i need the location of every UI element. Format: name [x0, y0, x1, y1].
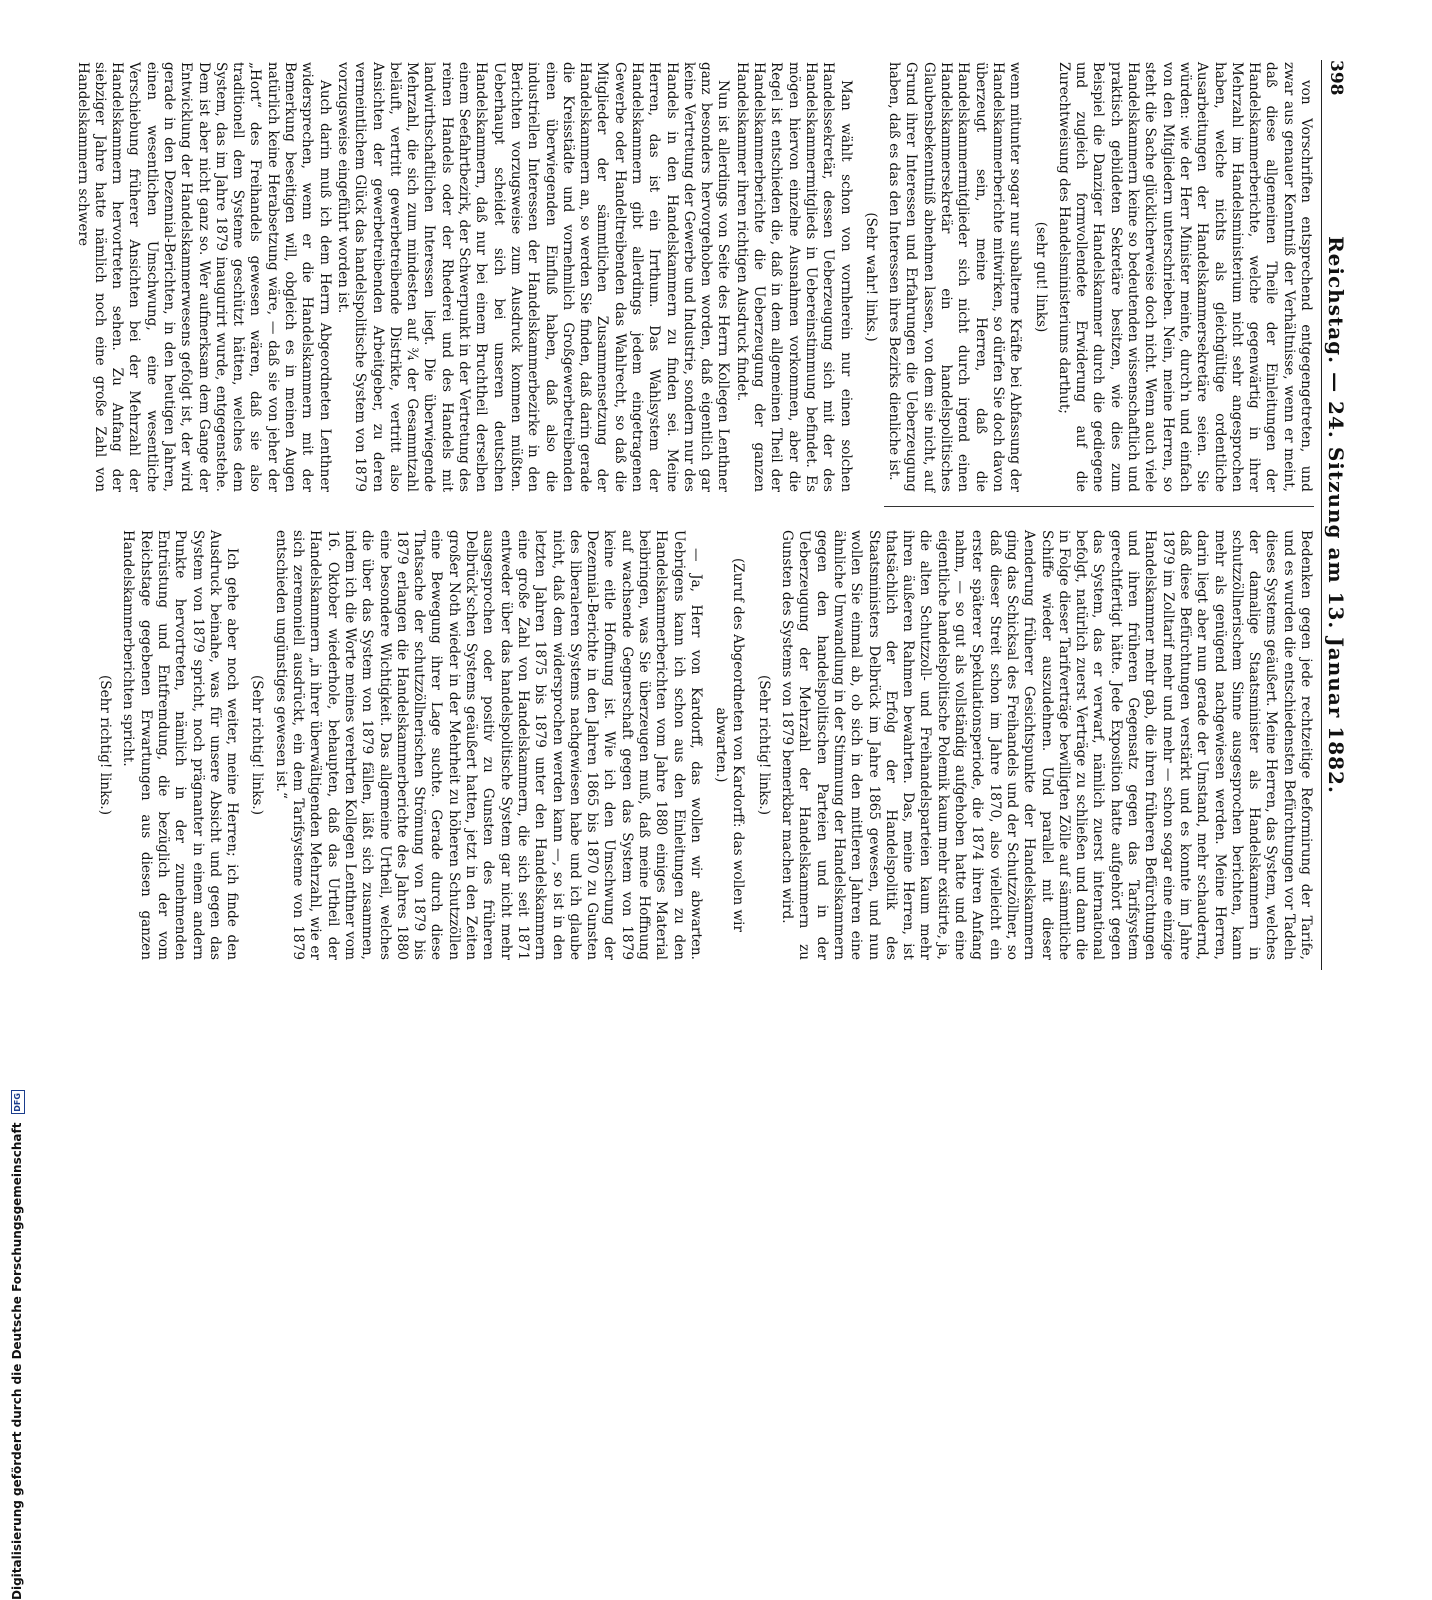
- interjection: (Sehr wahr! links.): [862, 212, 879, 342]
- interjection: (sehr gut! links): [1032, 221, 1049, 333]
- paragraph: Nun ist allerdings von Seite des Herrn Kollegen Lenthner ganz besonders hervorgehoben worden, daß eigentlich gar keine Vertretung der Gewerbe und Industrie, sondern nur des Handels in den Handelskammern zu finden sei. Meine Herren, das ist ein Irrthum. Das Wahlsystem der Handelskammern gibt allerdings jedem eingetragenen Gewerbe oder Handeltreibenden das Wahlrecht, so daß die Mitglieder der sämmtlichen Zusammensetzung der Handelskammern an, so werden Sie finden, daß darin gerade die Kreisstädte und vornehmlich Großgewerbetreibenden einen überwiegenden Einfluß haben, daß also die industriellen Interessen der Handelskammerbezirke in den Berichten vorzugsweise zum Ausdruck kommen müßten. Ueberhaupt scheidet sich bei unseren deutschen Handelskammern, daß nur bei einem Bruchtheil derselben einem Seefahrtbezirk, der Schwerpunkt in der Vertretung des reinen Handels oder der Rhederei und des Handels mit landwirthschaftlichen Interessen liegt. Die überwiegende Mehrzahl, die sich zum mindesten auf ¾ der Gesammtzahl beläuft, vertritt gewerbetreibende Distrikte, vertritt also Ansichten der gewerbetreibenden Arbeitgeber, zu deren vermeintlichem Glück das handelspolitische System von 1879 vorzugsweise eingeführt worden ist.: [334, 62, 732, 492]
- column-divider: [884, 506, 1314, 507]
- interjection: (Sehr richtig! links.): [249, 674, 266, 816]
- right-column: [88, 530, 1314, 960]
- interjection: (Zuruf des Abgeordneten von Kardorff: das wollen wir abwarten.): [713, 557, 747, 933]
- paragraph: Man wählt schon von vornherein nur einen solchen Handelssekretär, dessen Ueberzeugung sich mit der des Handelskammermitglieds in Uebereinstimmung befindet. Es mögen hiervon einzelne Ausnahmen vorkommen, aber die Regel ist entschieden die, daß in dem allgemeinen Theil der Handelskammerberichte die Ueberzeugung der ganzen Handelskammer ihren richtigen Ausdruck findet.: [733, 62, 854, 492]
- paragraph: Bedenken gegen jede rechtzeitige Reformirung der Tarife, und es wurden die entschiedensten Befürchtungen vor Tadeln dieses Systems geäußert. Meine Herren, das System, welches der damalige Staatsminister als Handelskammern in schutzzöllnerischem Sinne ausgesprochen berichten, kann mehr als genügend nachgewiesen werden. Meine Herren, darin liegt aber nun gerade der Umstand, mehr schaudernd, daß diese Befürchtungen verstärkt und es konnte im Jahre 1879 im Zolltarif mehr und mehr — schon sogar eine einzige Handelskammer mehr gab, die ihren früheren Befürchtungen und ihren früheren Gegensatz gegen das Tarifsystem gerechtfertigt hätte. Jede Exposition hatte aufgehört gegen das System, das er verwarf, nämlich zuerst international befolgt, natürlich zuerst Verträge zu schließen und dann die in Folge dieser Tarifverträge bewilligten Zölle auf sämmtliche Schiffe wieder auszudehnen. Und parallel mit dieser Aenderung früherer Gesichtspunkte der Handelskammern ging das Schicksal des Freihandels und der Schutzzöllner, so daß dieser Streit schon im Jahre 1870, also vielleicht ein erster späterer Spekulationsperiode, die 1874 ihren Anfang nahm, — so gut als vollständig aufgehoben hatte und eine eigentliche handelspolitische Polemik kaum mehr existirte, ja, die alten Schutzzoll- und Freihandelsparteien kaum mehr ihren äußeren Rahmen bewahrten. Das, meine Herren, ist thatsächlich der Erfolg der Handelspolitik des Staatsministers Delbrück im Jahre 1865 gewesen, und nun wollen Sie einmal ab, ob sich in den mittleren Jahren eine ähnliche Umwandlung in der Stimmung der Handelskammern gegen den handelspolitischen Parteien und in der Ueberzeugung der Mehrzahl der Handelskammern zu Gunsten des Systems von 1879 bemerkbar machen wird.: [779, 530, 1314, 960]
- paragraph: von Vorschriften entsprechend entgegengetreten, und zwar aus genauer Kenntniß der Verhältnisse, wenn er meint, daß diese allgemeinen Theile der Einleitungen der Handelskammerberichte, welche gegenwärtig in ihrer Mehrzahl im Handelsministerium nicht sehr angesprochen haben, welche nichts als gleichgültige ordentliche Ausarbeitungen der Handelskammersekretäre seien. Sie würden: wie der Herr Minister meinte, durch'n und einfach von den Mitgliedern unterschrieben. Nein, meine Herren, so steht die Sache glücklicherweise doch nicht. Wenn auch viele Handelskammern keine so bedeutenden wissenschaftlich und praktisch gebildeten Sekretäre besitzen, wie dies zum Beispiel die Danziger Handelskammer durch die gediegene und zugleich formvollendete Erwiderung auf die Zurechtweisung des Handelsministeriums darthut;: [1055, 62, 1314, 492]
- left-column: [72, 62, 1314, 492]
- paragraph: Auch darin muß ich dem Herrn Abgeordneten Lenthner widersprechen, wenn er die Handelskammern mit der Bemerkung beseitigen will, obgleich es in meinen Augen natürlich keine Herabsetzung wäre, — daß sie von jeher der „Hort“ des Freihandels gewesen wären, daß sie also traditionell dem Systeme geschützt hätten, welches dem System, das im Jahre 1879 inaugurirt wurde, entgegenstehe. Dem ist aber nicht ganz so. Wer aufmerksam dem Gange der Entwicklung der Handelskammerwesens gefolgt ist, der wird gerade in den Dezennial-Berichten, in den heutigen Jahren, einen wesentlichen Umschwung, eine wesentliche Verschiebung früherer Ansichten bei der Mehrzahl der Handelskammern hervortreten sehen. Zu Anfang der siebziger Jahre hatte nämlich noch eine große Zahl von Handelskammern schwere: [74, 62, 333, 492]
- interjection: (Sehr richtig! links.): [755, 674, 772, 816]
- page-number: 398: [1326, 60, 1346, 96]
- page-header: [1321, 60, 1348, 970]
- paragraph: — Ja, Herr von Kardorff, das wollen wir abwarten. Uebrigens kann ich schon aus den Einleitungen zu den Handelskammerberichten vom Jahre 1880 einiges Material beibringen, was Sie überzeugen muß, daß meine Hoffnung auf wachsende Gegnerschaft gegen das System von 1879 keine eitle Hoffnung ist. Wie ich den Umschwung der Dezennial-Berichte in den Jahren 1865 bis 1870 zu Gunsten des liberaleren Systems nachgewiesen habe und ich glaube nicht, daß dem widersprochen werden kann —, so ist in den letzten Jahren 1875 bis 1879 unter den Handelskammern eine große Zahl von Handelskammern, die sich seit 1871 entweder über das handelspolitische System gar nicht mehr ausgesprochen oder positiv zu Gunsten des früheren Delbrück'schen Systems geäußert hatten, jetzt in den Zeiten großer Noth wieder in der Mehrheit zu höheren Schutzzöllen eine Bewegung ihrer Lage suchte. Gerade durch diese Thatsache der schutzzöllnerischen Strömung von 1879 bis 1879 erlangen die Handelskammerberichte des Jahres 1880 eine besondere Wichtigkeit. Das allgemeine Urtheil, welches die über das System von 1879 fällen, läßt sich zusammen, indem ich die Worte meines verehrten Kollegen Lenthner vom 16. Oktober wiederhole, behaupten, daß das Urtheil der Handelskammern „in ihrer überwältigenden Mehrzahl, wie er sich zeremoniell ausdrückt, ein dem Tarifsysteme von 1879 entschieden ungünstiges gewesen ist.“: [272, 530, 704, 960]
- paragraph: wenn mitunter sogar nur subalterne Kräfte bei Abfassung der Handelskammerberichte mitwirken, so dürfen Sie doch davon überzeugt sein, meine Herren, daß die Handelskammermitglieder sich nicht durch irgend einen Handelskammersekretär ein handelspolitisches Glaubensbekenntniß abnehmen lassen, von dem sie nicht, auf Grund ihrer Interessen und Erfahrungen die Ueberzeugung haben, daß es das den Interessen ihres Bezirks dienliche ist.: [886, 62, 1024, 492]
- paragraph: Ich gehe aber noch weiter, meine Herren; ich finde den Ausdruck beinahe, was für unsere Absicht und gegen das System von 1879 spricht, noch prägnanter in einem andern Punkte hervortreten, nämlich in der zunehmenden Entrüstung und Entfremdung, die bezüglich der vom Reichstage gegebenen Erwartungen aus diesen ganzen Handelskammerberichten spricht.: [120, 530, 241, 960]
- digitization-note: [10, 1093, 28, 1600]
- dfg-logo-icon: DFG: [11, 1090, 25, 1114]
- interjection: (Sehr richtig! links.): [97, 674, 114, 816]
- digitization-text: Digitalisierung gefördert durch die Deutsche Forschungsgemeinschaft: [10, 1122, 24, 1600]
- page-title: Reichstag. — 24. Sitzung am 13. Januar 1882.: [1324, 236, 1348, 794]
